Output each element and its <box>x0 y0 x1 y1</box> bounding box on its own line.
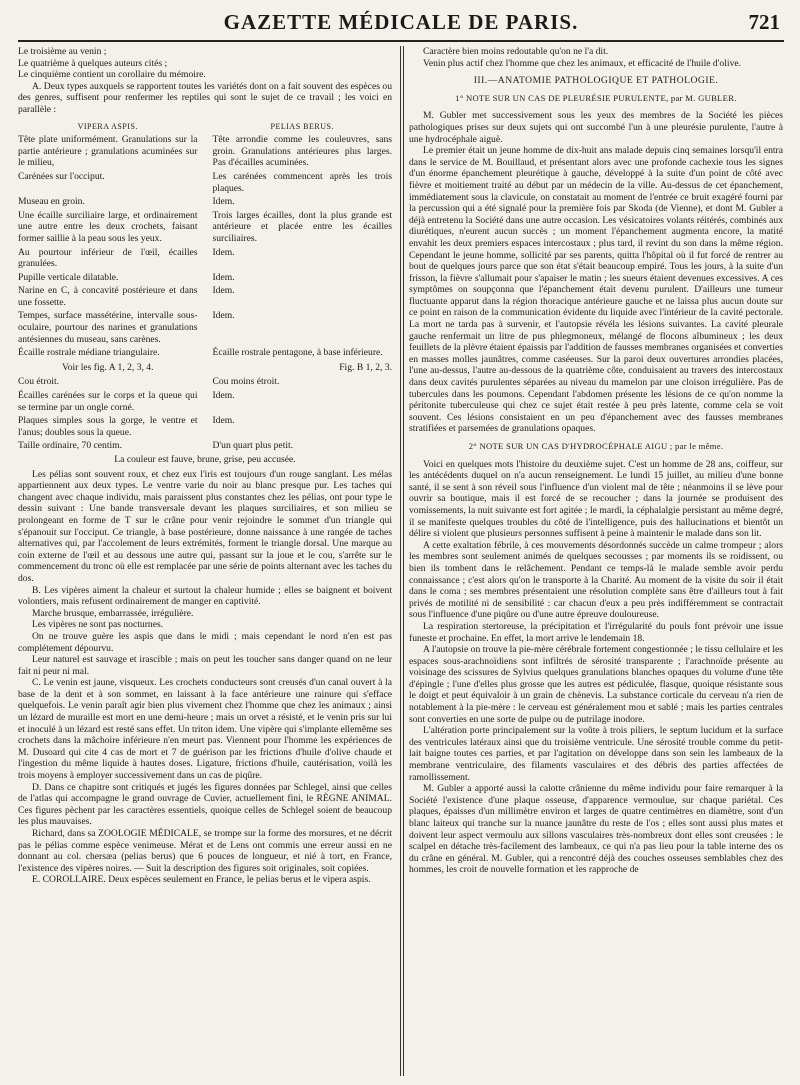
page-number: 721 <box>748 10 780 34</box>
pelias-trait: Idem. <box>212 390 235 402</box>
comparison-row <box>18 440 392 452</box>
note-2-title: 2° NOTE SUR UN CAS D'HYDROCÉPHALE AIGU ; par le même. <box>468 441 724 451</box>
column-rule-right <box>403 46 404 1076</box>
comparison-row <box>18 285 392 308</box>
vipera-trait: Écaille rostrale médiane triangulaire. <box>18 347 160 359</box>
column-heading-pelias: PELIAS BERUS. <box>270 121 334 131</box>
note-2-paragraph: L'altération porte principalement sur la voûte à trois piliers, le septum lucidum et la surface des ventricules latéraux ainsi que du troisième ventricule. Une sérosité trouble comme du petit-lait baigne toutes ces parties, et par l'agitation on développe dans son sein les lambeaux de la membrane ventriculaire, des filaments vasculaires et des débris des parties affectées de ramollissement. <box>409 725 783 783</box>
pelias-trait: Idem. <box>212 271 235 283</box>
comparison-row <box>18 272 392 284</box>
journal-title: GAZETTE MÉDICALE DE PARIS. <box>223 10 579 34</box>
pelias-trait: Les carénées commencent après les trois plaques. <box>212 170 392 194</box>
note-1-title: 1° NOTE SUR UN CAS DE PLEURÉSIE PURULENTE, par M. GUBLER. <box>455 92 737 103</box>
vipera-trait: Écailles carénées sur le corps et la queue qui se termine par un ongle corné. <box>18 390 198 413</box>
figure-reference-pelias: Fig. B 1, 2, 3. <box>339 361 392 373</box>
short-line: Marche brusque, embarrassée, irrégulière. <box>32 607 194 619</box>
paragraph-b: B. Les vipères aiment la chaleur et surtout la chaleur humide ; elles se baignent et boivent volontiers, mais refusent ordinairement de manger en captivité. <box>18 584 392 608</box>
vipera-trait: Narine en C, à concavité postérieure et dans une fossette. <box>18 285 198 308</box>
vipera-trait: Au pourtour inférieur de l'œil, écailles granulées. <box>18 246 198 270</box>
comparison-row <box>18 390 392 413</box>
right-column <box>409 46 783 1080</box>
paragraph-e: E. COROLLAIRE. Deux espèces seulement en France, le pelias berus et le vipera aspis. <box>32 874 371 886</box>
intro-line: Caractère bien moins redoutable qu'on ne l'a dit. <box>423 46 609 57</box>
note-2-paragraph: La respiration stertoreuse, la précipitation et l'irrégularité du pouls font prévoir une issue funeste et prochaine. En effet, la mort arrive le lendemain 18. <box>409 620 783 644</box>
pelias-trait: Idem. <box>212 285 235 297</box>
column-heading-vipera: VIPERA ASPIS. <box>77 121 138 131</box>
vipera-trait: Museau en groin. <box>18 196 85 208</box>
left-column <box>18 46 392 1080</box>
comparison-row <box>18 310 392 345</box>
pelias-trait: Tête arrondie comme les couleuvres, sans groin. Granulations antérieures plus larges. Pas d'écailles acuminées. <box>212 134 392 169</box>
pelias-trait: Idem. <box>212 246 235 258</box>
paragraph-naturel: Leur naturel est sauvage et irascible ; mais on peut les toucher sans danger quand on ne leur fait ni peur ni mal. <box>18 654 392 677</box>
pelias-trait: Écaille rostrale pentagone, à base inférieure. <box>212 347 383 359</box>
pelias-trait: Cou moins étroit. <box>212 376 280 388</box>
pelias-trait: Idem. <box>212 196 235 208</box>
vipera-trait: Cou étroit. <box>18 376 60 388</box>
comparison-row <box>18 134 392 169</box>
note-1-paragraph: M. Gubler met successivement sous les yeux des membres de la Société les pièces pathologiques prises sur deux sujets qui ont succombé l'un à une pleurésie purulente, l'autre à une hydrocéphale aiguë. <box>409 110 783 145</box>
note-1-paragraph: Le premier était un jeune homme de dix-huit ans malade depuis cinq semaines lorsqu'il entra dans le service de M. Bouillaud, et présentant alors avec une profonde cachexie tous les signes d'un énorme épanchement pleurétique à gauche, développé à la suite d'un point de côté avec fièvre et moitiement traité au début par un médecin de la ville. Au-dessus de cet épanchement, immédiatement sous la clavicule, on constatait au moment de l'entrée ce bruit exagéré fourni par la percussion qui a été signalé pour la première fois par Skoda (de Vienne), et dont M. Gubler a déjà entretenu la Société dans une autre occasion. Les vésicatoires volants réitérés, combinés aux diurétiques, n'eurent aucun succès ; un moment l'épanchement augmenta encore, la matité envahit les deux premiers espaces intercostaux ; plus tard, il revint du son dans la même région. Cependant le jeune homme, sollicité par ses parents, quitta l'hôpital où il fut forcé de rentrer au bout de quelques jours parce que son état s'était beaucoup empiré. Tous les jours, à la suite d'un frisson, la fièvre s'allumait pour s'apaiser le matin ; les sueurs étaient devenues excessives. A ces symptômes on soupçonna que l'épanchement était devenu purulent. D'ailleurs une tumeur fluctuante apparut dans la région thoracique antérieure gauche et ne laissa plus aucun doute sur ce point en raison de la communication évidente du liquide avec l'intérieur de la cavité pectorale. La mort ne tarda pas à survenir, et l'autopsie révéla les lésions suivantes. La cavité pleurale gauche renfermait un litre de pus phlegmoneux, mélangé de flocons albumineux ; les deux feuillets de la plèvre étaient épaissis par l'addition de fausses membranes organisées et converties en masses molles jaunâtres, comme caséeuses. Sur la paroi deux ouvertures arrondies placées, l'une au-dessus, l'autre au-dessous de la quatrième côte, conduisaient au travers des intercostaux dans deux cavités purulentes séparées au niveau du mamelon par une cloison irrégulière. Pas de tubercules dans les poumons. Cependant l'abdomen présente les lésions de ce qu'on nomme la péritonite tuberculeuse qui chez ce sujet était restée à peu près latente, comme cela se voit souvent. Ces lésions consistaient en un peu d'épanchement avec des fausses membranes stratifiées et parsemées de granulations opaques. <box>409 145 783 435</box>
vipera-trait: Taille ordinaire, 70 centim. <box>18 440 123 452</box>
comparison-row <box>18 196 392 208</box>
paragraph-c: C. Le venin est jaune, visqueux. Les crochets conducteurs sont creusés d'un canal ouvert à la base de la dent et à son sommet, en laissant à la face antérieure une rainure qui s'efface quelquefois. Le venin paraît agir bien plus vivement chez l'homme que chez les animaux ; ainsi un lézard de muraille est mort en une demi-heure ; mais un orvet a résisté, et le venin pris sur lui et inoculé à un lézard est resté sans effet. Un triton idem. Une vipère qui s'implante ellemême ses crochets dans la mâchoire inférieure n'en meurt pas. Viennent pour l'homme les expériences de M. Dusoard qui cite 4 cas de mort et 7 de guérison par les frictions d'huile d'olive chaude et l'ingestion du même liquide à hautes doses. Ligature, frictions d'huile, cautérisation, voilà les trois moyens à employer successivement dans un cas de piqûre. <box>18 677 392 782</box>
figure-reference-row <box>18 362 392 374</box>
comparison-row <box>18 376 392 388</box>
pelias-trait: Trois larges écailles, dont la plus grande est antérieure et placée entre les écailles surciliaires. <box>212 209 392 244</box>
comparison-row <box>18 415 392 438</box>
page-header <box>18 6 784 42</box>
vipera-trait: Une écaille surciliaire large, et ordinairement une autre entre les deux crochets, faisant former saillie à la peau sous les yeux. <box>18 209 198 244</box>
figure-reference-vipera: Voir les fig. A 1, 2, 3, 4. <box>62 361 154 373</box>
pelias-trait: Idem. <box>212 415 235 427</box>
color-line: La couleur est fauve, brune, grise, peu accusée. <box>114 454 296 465</box>
pelias-trait: D'un quart plus petit. <box>212 440 294 452</box>
intro-line: Venin plus actif chez l'homme que chez les animaux, et efficacité de l'huile d'olive. <box>423 57 742 69</box>
intro-line: Le troisième au venin ; <box>18 46 107 57</box>
paragraph-richard: Richard, dans sa ZOOLOGIE MÉDICALE, se trompe sur la forme des morsures, et ne décrit pas le pélias comme espèce venimeuse. Mérat et de Lens ont commis une erreur aussi en ne donnant au col. chersæa (pelias berus) que 6 pouces de longueur, et nié à tort, en France, l'existence des vipères noires. — Suit la description des figures soit originales, soit copiées. <box>18 828 392 874</box>
paragraph-a: A. Deux types auxquels se rapportent toutes les variétés dont on a fait souvent des espèces ou des genres, suffisent pour renfermer les reptiles qui sont le sujet de ce travail ; les voici en parallèle : <box>18 80 392 115</box>
section-title: III.—ANATOMIE PATHOLOGIQUE ET PATHOLOGIE. <box>473 75 719 87</box>
vipera-trait: Tête plate uniformément. Granulations sur la partie antérieure ; granulations acuminées sur le milieu, <box>18 134 198 169</box>
paragraph-aspic: On ne trouve guère les aspis que dans le midi ; mais cependant le nord n'en est pas complétement dépourvu. <box>18 630 392 654</box>
pelias-trait: Idem. <box>212 310 235 322</box>
note-2-paragraph: M. Gubler a apporté aussi la calotte crânienne du même individu pour faire remarquer à la Société l'existence d'une plaque osseuse, d'apparence vermoulue, sur chaque pariétal. Ces plaques, épaisses d'un millimètre environ et larges de quatre centimètres en diamètre, sont d'un blanc laiteux qui tranche sur la nuance jaunâtre du reste de l'os ; elles sont aussi plus mates et doivent leur aspect vermoulu aux sillons vasculaires très-nombreux dont elles sont creusées : le scalpel en détache très-facilement des lambeaux, ce qui n'a pas lieu pour la table interne des os du crâne en général. M. Gubler, qui a rencontré déjà des couches osseuses semblables chez des hommes, les croit de nouvelle formation et les rapproche de <box>409 783 783 876</box>
intro-line: Le quatrième à quelques auteurs cités ; <box>18 57 168 69</box>
comparison-row <box>18 210 392 245</box>
note-2-paragraph: A l'autopsie on trouve la pie-mère cérébrale fortement congestionnée ; le tissu cellulaire et les espaces sous-arachnoïdiens sont infiltrés de sérosité transparente ; l'arachnoïde présente au voisinage des scissures de Sylvius quelques granulations blanches opaques du volume d'une tête d'épingle ; l'une d'elles plus grosse que les autres est pédiculée, flasque, quoique résistante sous le doigt et peut équivaloir à un grain de chènevis. La substance corticale du cerveau n'a rien de notablement à la pie-mère : le cerveau est généralement mou et sablé ; mais les parties centrales sont converties en une sorte de pulpe ou de putrilage inodore. <box>409 644 783 725</box>
paragraph-pelias: Les pélias sont souvent roux, et chez eux l'iris est toujours d'un rouge sanglant. Les mélas appartiennent aux deux types. Le ventre varie du noir au blanc presque pur. Les taches qui changent avec chaque individu, mais paraissent plus constantes chez les pélias, ont pour type le dessin suivant : Une bande transversale devant les plaques surciliaires, et son milieu se prolongeant en forme de T sur le crâne pour venir rejoindre le sommet d'un triangle qui s'épanouit sur l'occiput. Ce triangle, à base postérieure, donne naissance à une rangée de taches alternatives qui, par l'accolement de leurs extrémités, forment le triangle dorsal. Une marque au coin externe de l'œil et au dessous une autre qui, passant sur la joue et le cou, s'arrête sur le commencement du tronc où elle est remplacée par une série de points alternant avec les taches du dos. <box>18 468 392 584</box>
comparison-row <box>18 347 392 359</box>
note-2-paragraph: A cette exaltation fébrile, à ces mouvements désordonnés succède un calme trompeur ; alors les membres sont seulement animés de quelques secousses ; par moments ils se roidissent, ou bien ils tombent dans le relâchement. Pendant ce temps-là le malade semble avoir perdu connaissance ; c'est alors qu'on le transporte à la Charité. Au moment de la visite du soir il était dans le coma ; ses membres présentaient une résolution complète sans être d'ailleurs tout à fait privés de motilité ni de sensibilité : car chacun d'eux a peu près indifféremment se contractait sous l'influence d'une piqûre ou d'une autre épreuve douloureuse. <box>409 539 783 621</box>
comparison-row <box>18 247 392 270</box>
vipera-trait: Tempes, surface massétérine, intervalle sous-oculaire, pourtour des narines et granulations antésiennes du museau, sans carènes. <box>18 310 198 345</box>
column-rule-left <box>400 46 401 1076</box>
short-line: Les vipères ne sont pas nocturnes. <box>32 619 164 631</box>
vipera-trait: Plaques simples sous la gorge, le ventre et l'anus; doubles sous la queue. <box>18 415 198 438</box>
note-2-paragraph: Voici en quelques mots l'histoire du deuxième sujet. C'est un homme de 28 ans, coiffeur, sur les antécédents duquel on n'a aucun renseignement. Le lundi 15 juillet, au milieu d'une bonne santé, il se sent à son réveil sous l'influence d'un violent mal de tête ; néanmoins il se lève pour ouvrir sa boutique, mais il est forcé de se recoucher ; dans la journée se produisent des vomissements, la nuit suivante est fort agitée ; le mardi, la céphalalgie persistant au même degré, il se manifeste quelques troubles du côté de l'intelligence, puis des hallucinations et bientôt un délire si violent que plusieurs personnes suffisent à peine à maintenir le malade dans son lit. <box>409 458 783 540</box>
comparison-header <box>18 121 392 133</box>
comparison-row <box>18 171 392 194</box>
intro-line: Le cinquième contient un corollaire du mémoire. <box>18 69 206 81</box>
vipera-trait: Carénées sur l'occiput. <box>18 170 105 182</box>
vipera-trait: Pupille verticale dilatable. <box>18 271 119 283</box>
paragraph-d: D. Dans ce chapitre sont critiqués et jugés les figures données par Schlegel, ainsi que celles de l'atlas qui accompagne le grand ouvrage de Cuvier, actuellement fini, le RÈGNE ANIMAL. Ces figures pèchent par les caractères essentiels, quoique celles de Schlegel soient de beaucoup les plus mauvaises. <box>18 781 392 828</box>
